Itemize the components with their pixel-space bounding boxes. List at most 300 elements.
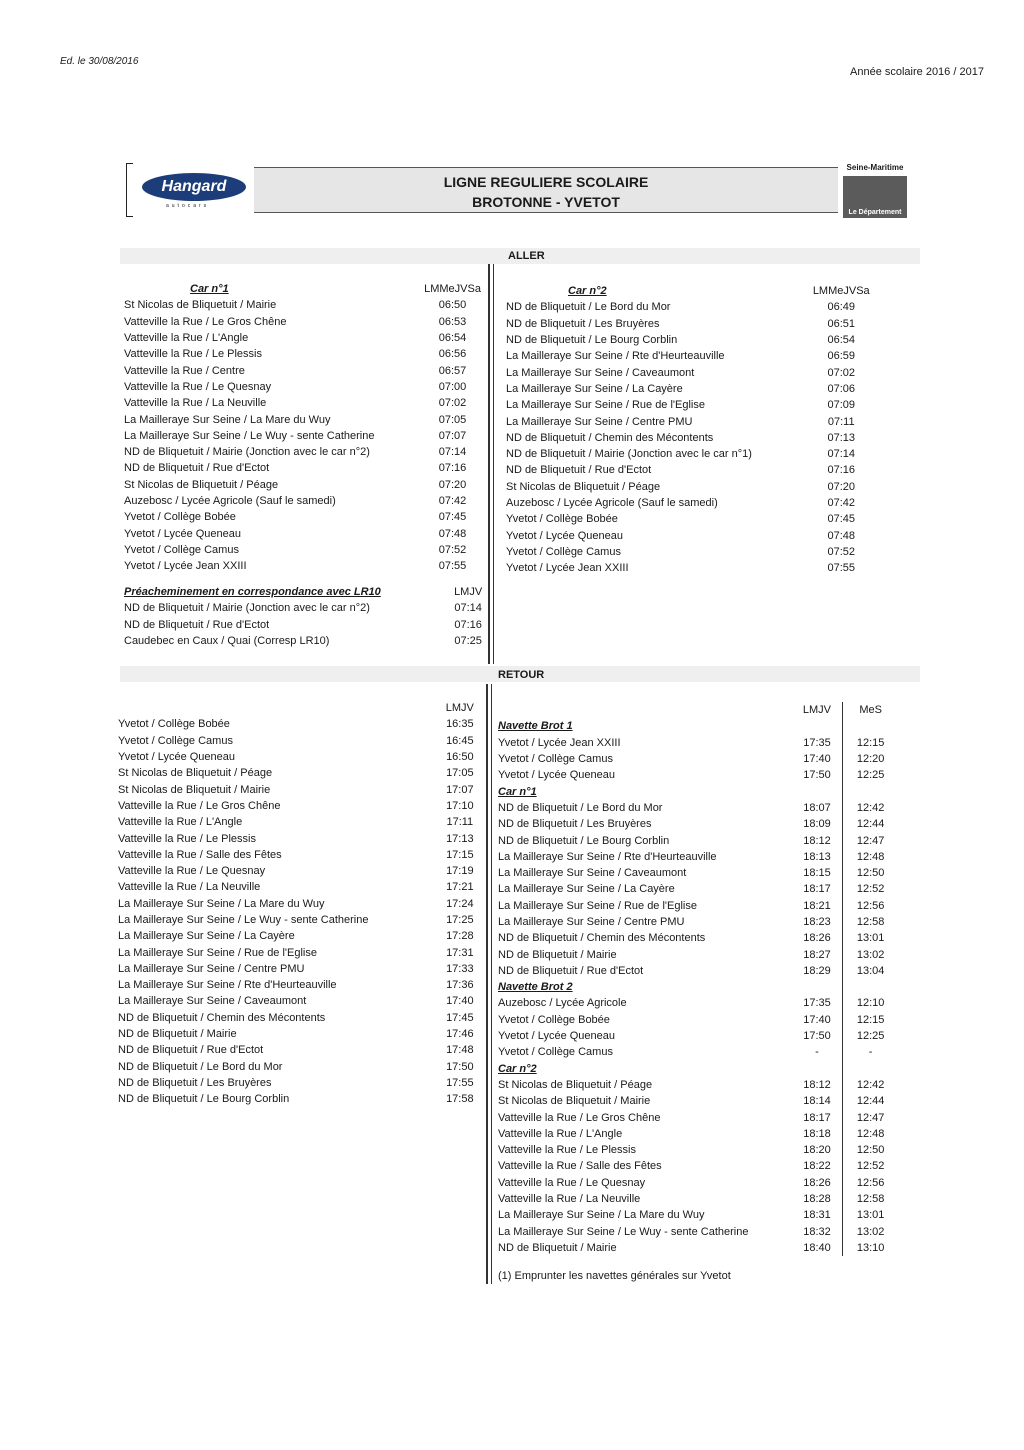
stop-time: 07:07 bbox=[438, 429, 467, 442]
stop-name: Vatteville la Rue / L'Angle bbox=[118, 816, 243, 829]
department-name: Seine-Maritime bbox=[846, 163, 904, 172]
stop-name: Yvetot / Collège Bobée bbox=[124, 511, 236, 524]
table-row bbox=[506, 462, 876, 478]
aller-car1-days: LMMeJVSa bbox=[424, 283, 481, 296]
stop-name: St Nicolas de Bliquetuit / Péage bbox=[124, 478, 279, 491]
table-row bbox=[118, 716, 478, 732]
stop-time: 18:12 bbox=[803, 834, 831, 847]
stop-time: 17:25 bbox=[446, 914, 474, 926]
section-title: Navette Brot 1 bbox=[498, 720, 573, 733]
stop-name: ND de Bliquetuit / Le Bord du Mor bbox=[506, 301, 671, 314]
table-row bbox=[498, 1044, 898, 1060]
stop-time: 16:45 bbox=[446, 734, 474, 747]
stop-name: La Mailleraye Sur Seine / Centre PMU bbox=[506, 415, 693, 428]
stop-name: ND de Bliquetuit / Mairie bbox=[118, 1028, 237, 1041]
stop-time: 12:15 bbox=[843, 735, 898, 751]
stop-time: 17:35 bbox=[803, 997, 831, 1010]
stop-name: La Mailleraye Sur Seine / La Mare du Wuy bbox=[124, 413, 331, 426]
aller-car1-table bbox=[124, 281, 486, 574]
stop-name: Yvetot / Collège Camus bbox=[498, 1046, 613, 1059]
aller-pre-table bbox=[124, 584, 486, 649]
stop-name: La Mailleraye Sur Seine / Rte d'Heurteauville bbox=[506, 350, 725, 363]
stop-name: St Nicolas de Bliquetuit / Péage bbox=[506, 480, 661, 493]
stop-time: 12:50 bbox=[843, 865, 898, 881]
stop-time: 18:18 bbox=[803, 1127, 831, 1140]
stop-time: 18:28 bbox=[803, 1193, 831, 1206]
table-row bbox=[118, 1075, 478, 1091]
stop-time: 07:48 bbox=[827, 529, 856, 542]
table-row bbox=[506, 397, 876, 413]
stop-name: Caudebec en Caux / Quai (Corresp LR10) bbox=[124, 635, 330, 648]
stop-time: 17:58 bbox=[446, 1093, 474, 1106]
retour-right-col1: LMJV bbox=[802, 704, 832, 717]
stop-name: Vatteville la Rue / L'Angle bbox=[124, 332, 249, 345]
stop-time: 12:42 bbox=[843, 800, 898, 816]
stop-name: La Mailleraye Sur Seine / Rue de l'Eglise bbox=[498, 899, 697, 912]
aller-separator-2 bbox=[493, 264, 494, 664]
table-row bbox=[118, 879, 478, 895]
stop-time: 07:13 bbox=[827, 431, 856, 444]
stop-name: Vatteville la Rue / Le Plessis bbox=[498, 1144, 636, 1157]
stop-time: 12:47 bbox=[843, 832, 898, 848]
table-row bbox=[506, 560, 876, 576]
stop-name: Yvetot / Lycée Jean XXIII bbox=[124, 560, 247, 573]
table-row bbox=[118, 993, 478, 1009]
stop-time: 18:15 bbox=[803, 867, 831, 880]
stop-time: 12:44 bbox=[843, 1093, 898, 1109]
stop-time: 17:10 bbox=[446, 799, 474, 812]
stop-name: Yvetot / Lycée Queneau bbox=[506, 529, 624, 542]
table-row bbox=[506, 348, 876, 364]
table-row bbox=[498, 735, 898, 751]
stop-time: 17:11 bbox=[446, 816, 474, 829]
table-row bbox=[498, 914, 898, 930]
stop-time: 07:52 bbox=[827, 545, 856, 558]
stop-time: 07:20 bbox=[438, 478, 467, 491]
stop-time: 18:09 bbox=[803, 818, 831, 831]
stop-time: 07:14 bbox=[438, 446, 467, 459]
stop-name: ND de Bliquetuit / Mairie bbox=[498, 1241, 617, 1254]
table-row bbox=[506, 364, 876, 380]
table-row bbox=[118, 977, 478, 993]
stop-time: 18:20 bbox=[803, 1144, 831, 1157]
section-header bbox=[498, 1061, 898, 1077]
table-row bbox=[498, 1126, 898, 1142]
stop-time: 18:22 bbox=[803, 1160, 831, 1173]
table-row bbox=[124, 362, 486, 378]
table-row bbox=[506, 332, 876, 348]
table-row bbox=[498, 1191, 898, 1207]
stop-name: Yvetot / Lycée Queneau bbox=[498, 1030, 616, 1043]
stop-time: 13:02 bbox=[843, 946, 898, 962]
table-row bbox=[506, 527, 876, 543]
stop-name: Vatteville la Rue / Le Quesnay bbox=[118, 865, 266, 878]
table-row bbox=[124, 297, 486, 313]
stop-name: Vatteville la Rue / Le Quesnay bbox=[124, 380, 272, 393]
stop-time: 13:04 bbox=[843, 963, 898, 979]
stop-name: La Mailleraye Sur Seine / La Cayère bbox=[118, 930, 295, 943]
stop-time: 06:54 bbox=[827, 334, 856, 347]
table-row bbox=[506, 299, 876, 315]
stop-time: 07:11 bbox=[827, 415, 855, 428]
stop-time: 18:14 bbox=[803, 1095, 831, 1108]
table-row bbox=[498, 1207, 898, 1223]
stop-time: 12:20 bbox=[843, 751, 898, 767]
stop-time: 17:24 bbox=[446, 897, 474, 910]
stop-name: ND de Bliquetuit / Le Bourg Corblin bbox=[118, 1093, 290, 1106]
stop-time: 12:58 bbox=[843, 1191, 898, 1207]
stop-time: 06:51 bbox=[827, 317, 856, 330]
table-row bbox=[118, 1026, 478, 1042]
stop-time: 12:56 bbox=[843, 1175, 898, 1191]
stop-time: 18:17 bbox=[803, 1111, 831, 1124]
retour-label: RETOUR bbox=[498, 669, 545, 681]
stop-time: 07:02 bbox=[438, 397, 467, 410]
table-row bbox=[124, 493, 486, 509]
stop-name: ND de Bliquetuit / Le Bord du Mor bbox=[118, 1060, 283, 1073]
stop-time: 07:06 bbox=[827, 382, 856, 395]
school-year: Année scolaire 2016 / 2017 bbox=[850, 66, 984, 78]
table-row bbox=[498, 1175, 898, 1191]
table-row bbox=[498, 1012, 898, 1028]
stop-name: La Mailleraye Sur Seine / La Mare du Wuy bbox=[498, 1209, 705, 1222]
stop-name: ND de Bliquetuit / Rue d'Ectot bbox=[118, 1044, 264, 1057]
table-row bbox=[118, 798, 478, 814]
stop-time: 06:59 bbox=[827, 350, 856, 363]
table-row bbox=[118, 912, 478, 928]
table-row bbox=[124, 379, 486, 395]
stop-time: 18:13 bbox=[803, 850, 831, 863]
stop-time: 16:35 bbox=[446, 718, 474, 731]
table-row bbox=[118, 781, 478, 797]
title-box bbox=[254, 167, 838, 213]
table-row bbox=[124, 411, 486, 427]
table-row bbox=[506, 381, 876, 397]
table-row bbox=[118, 830, 478, 846]
stop-time: 12:47 bbox=[843, 1109, 898, 1125]
stop-time: 07:48 bbox=[438, 527, 467, 540]
table-row bbox=[118, 733, 478, 749]
stop-time: 18:17 bbox=[803, 883, 831, 896]
table-row bbox=[498, 963, 898, 979]
stop-name: ND de Bliquetuit / Les Bruyères bbox=[506, 317, 660, 330]
stop-name: Yvetot / Lycée Jean XXIII bbox=[498, 736, 621, 749]
department-logo bbox=[840, 163, 910, 243]
table-row bbox=[498, 832, 898, 848]
hangard-logo: Hangard bbox=[142, 173, 246, 201]
bracket-left bbox=[126, 163, 133, 217]
stop-time: 18:23 bbox=[803, 916, 831, 928]
stop-name: St Nicolas de Bliquetuit / Péage bbox=[498, 1078, 653, 1091]
table-row bbox=[118, 944, 478, 960]
table-row bbox=[124, 633, 486, 649]
stop-time: 18:32 bbox=[803, 1225, 831, 1238]
stop-name: Vatteville la Rue / Le Plessis bbox=[118, 832, 256, 845]
table-row bbox=[124, 428, 486, 444]
stop-name: ND de Bliquetuit / Rue d'Ectot bbox=[506, 464, 652, 477]
stop-name: Vatteville la Rue / Salle des Fêtes bbox=[498, 1160, 662, 1173]
stop-name: La Mailleraye Sur Seine / La Cayère bbox=[506, 382, 683, 395]
aller-car2-title: Car n°2 bbox=[568, 285, 607, 298]
section-title: Car n°1 bbox=[498, 785, 537, 798]
retour-separator-2 bbox=[491, 684, 492, 1284]
stop-name: ND de Bliquetuit / Le Bord du Mor bbox=[498, 801, 663, 814]
retour-separator bbox=[486, 684, 488, 1284]
table-row bbox=[118, 847, 478, 863]
stop-time: 18:12 bbox=[803, 1078, 831, 1091]
table-row bbox=[118, 928, 478, 944]
stop-time: 17:50 bbox=[446, 1060, 474, 1073]
table-row bbox=[124, 330, 486, 346]
stop-time: 12:25 bbox=[843, 767, 898, 783]
stop-time: 17:13 bbox=[446, 832, 474, 845]
stop-time: 17:21 bbox=[446, 881, 474, 894]
stop-name: La Mailleraye Sur Seine / Caveaumont bbox=[118, 995, 307, 1008]
retour-left-table bbox=[118, 700, 478, 1107]
stop-name: Vatteville la Rue / La Neuville bbox=[124, 397, 267, 410]
table-row bbox=[124, 617, 486, 633]
stop-time: 17:33 bbox=[446, 962, 474, 975]
table-row bbox=[124, 542, 486, 558]
table-row bbox=[498, 1077, 898, 1093]
table-row bbox=[124, 460, 486, 476]
stop-name: ND de Bliquetuit / Rue d'Ectot bbox=[498, 964, 644, 977]
stop-time: 13:01 bbox=[843, 930, 898, 946]
aller-car2-days: LMMeJVSa bbox=[812, 285, 870, 298]
stop-time: 17:35 bbox=[803, 736, 831, 749]
stop-time: - bbox=[815, 1046, 819, 1059]
stop-time: 17:45 bbox=[446, 1011, 474, 1024]
stop-name: Yvetot / Lycée Queneau bbox=[498, 769, 616, 782]
stop-name: Vatteville la Rue / Le Quesnay bbox=[498, 1176, 646, 1189]
table-row bbox=[498, 865, 898, 881]
table-row bbox=[118, 863, 478, 879]
aller-separator bbox=[488, 264, 490, 664]
table-row bbox=[498, 995, 898, 1011]
stop-time: 17:40 bbox=[803, 1013, 831, 1026]
stop-name: La Mailleraye Sur Seine / Caveaumont bbox=[498, 867, 687, 880]
stop-time: 13:02 bbox=[843, 1224, 898, 1240]
table-row bbox=[124, 346, 486, 362]
stop-name: Vatteville la Rue / L'Angle bbox=[498, 1127, 623, 1140]
title-line1: LIGNE REGULIERE SCOLAIRE bbox=[443, 174, 649, 190]
stop-name: ND de Bliquetuit / Chemin des Mécontents bbox=[118, 1011, 326, 1024]
stop-name: Vatteville la Rue / Salle des Fêtes bbox=[118, 848, 282, 861]
stop-time: 12:58 bbox=[843, 914, 898, 930]
stop-name: Vatteville la Rue / La Neuville bbox=[118, 881, 261, 894]
stop-time: 07:52 bbox=[438, 543, 467, 556]
table-row bbox=[118, 765, 478, 781]
stop-time: 07:09 bbox=[827, 399, 856, 412]
table-row bbox=[498, 1142, 898, 1158]
stop-time: 18:26 bbox=[803, 932, 831, 945]
stop-name: La Mailleraye Sur Seine / Rte d'Heurteauville bbox=[118, 979, 337, 992]
stop-name: Vatteville la Rue / Le Gros Chêne bbox=[498, 1111, 661, 1124]
retour-right-col2: MeS bbox=[843, 702, 898, 718]
stop-time: 12:44 bbox=[843, 816, 898, 832]
stop-time: 12:52 bbox=[843, 881, 898, 897]
stop-time: 06:53 bbox=[438, 315, 467, 328]
table-row bbox=[498, 898, 898, 914]
stop-name: ND de Bliquetuit / Mairie bbox=[498, 948, 617, 961]
stop-name: La Mailleraye Sur Seine / Rue de l'Eglise bbox=[118, 946, 317, 959]
stop-time: 07:45 bbox=[827, 513, 856, 526]
table-row bbox=[506, 511, 876, 527]
stop-name: Yvetot / Collège Camus bbox=[498, 753, 613, 766]
stop-time: 07:55 bbox=[827, 562, 856, 575]
stop-name: La Mailleraye Sur Seine / Rte d'Heurteauville bbox=[498, 850, 717, 863]
stop-name: Yvetot / Lycée Queneau bbox=[124, 527, 242, 540]
stop-time: 12:56 bbox=[843, 898, 898, 914]
table-row bbox=[506, 479, 876, 495]
stop-time: 06:49 bbox=[827, 301, 856, 314]
stop-time: 07:16 bbox=[438, 462, 467, 475]
table-row bbox=[124, 558, 486, 574]
table-row bbox=[124, 395, 486, 411]
stop-time: 12:42 bbox=[843, 1077, 898, 1093]
table-row bbox=[506, 316, 876, 332]
table-row bbox=[118, 896, 478, 912]
stop-name: Yvetot / Collège Bobée bbox=[498, 1013, 610, 1026]
table-row bbox=[118, 1059, 478, 1075]
stop-time: 18:40 bbox=[803, 1241, 831, 1254]
table-row bbox=[498, 1240, 898, 1256]
table-row bbox=[498, 816, 898, 832]
stop-name: Vatteville la Rue / La Neuville bbox=[498, 1193, 641, 1206]
stop-time: 12:10 bbox=[843, 995, 898, 1011]
retour-right-table bbox=[498, 702, 898, 1256]
stop-time: 12:25 bbox=[843, 1028, 898, 1044]
stop-time: 17:05 bbox=[446, 767, 474, 780]
table-row bbox=[498, 1109, 898, 1125]
table-row bbox=[124, 509, 486, 525]
logo-subtitle: autocars bbox=[166, 203, 210, 209]
aller-car1-title: Car n°1 bbox=[190, 283, 229, 296]
footnote: (1) Emprunter les navettes générales sur Yvetot bbox=[498, 1270, 731, 1282]
table-row bbox=[124, 525, 486, 541]
stop-time: 17:40 bbox=[446, 995, 474, 1008]
table-row bbox=[498, 1224, 898, 1240]
stop-name: La Mailleraye Sur Seine / Centre PMU bbox=[118, 962, 305, 975]
stop-time: 18:29 bbox=[803, 964, 831, 977]
stop-time: 07:55 bbox=[438, 560, 467, 573]
stop-name: La Mailleraye Sur Seine / Caveaumont bbox=[506, 366, 695, 379]
stop-time: - bbox=[843, 1044, 898, 1060]
table-row bbox=[498, 1093, 898, 1109]
table-row bbox=[498, 767, 898, 783]
stop-time: 07:20 bbox=[827, 480, 856, 493]
stop-time: 17:50 bbox=[803, 769, 831, 782]
table-row bbox=[498, 849, 898, 865]
stop-time: 07:05 bbox=[438, 413, 467, 426]
stop-time: 18:21 bbox=[803, 899, 831, 912]
department-emblem-icon bbox=[843, 176, 907, 218]
stop-time: 18:27 bbox=[803, 948, 831, 961]
stop-time: 06:57 bbox=[438, 364, 467, 377]
section-header bbox=[498, 783, 898, 799]
table-row bbox=[124, 444, 486, 460]
stop-name: Vatteville la Rue / Le Gros Chêne bbox=[118, 799, 281, 812]
stop-time: 17:28 bbox=[446, 930, 474, 943]
stop-time: 13:01 bbox=[843, 1207, 898, 1223]
stop-time: 17:15 bbox=[446, 848, 474, 861]
stop-name: ND de Bliquetuit / Le Bourg Corblin bbox=[498, 834, 670, 847]
stop-time: 18:31 bbox=[803, 1209, 831, 1222]
stop-time: 18:07 bbox=[803, 801, 831, 814]
stop-name: ND de Bliquetuit / Le Bourg Corblin bbox=[506, 334, 678, 347]
table-row bbox=[118, 814, 478, 830]
aller-car2-table bbox=[506, 283, 876, 576]
table-row bbox=[506, 544, 876, 560]
stop-name: La Mailleraye Sur Seine / La Cayère bbox=[498, 883, 675, 896]
stop-name: Vatteville la Rue / Le Gros Chêne bbox=[124, 315, 287, 328]
stop-name: Auzebosc / Lycée Agricole (Sauf le samedi) bbox=[124, 495, 336, 507]
table-row bbox=[124, 600, 486, 616]
stop-name: St Nicolas de Bliquetuit / Mairie bbox=[498, 1095, 651, 1108]
stop-time: 16:50 bbox=[446, 751, 474, 764]
table-row bbox=[124, 477, 486, 493]
department-label: Le Département bbox=[848, 209, 902, 216]
stop-time: 07:14 bbox=[454, 602, 482, 615]
table-row bbox=[506, 446, 876, 462]
stop-name: ND de Bliquetuit / Rue d'Ectot bbox=[124, 462, 270, 475]
stop-time: 07:16 bbox=[827, 464, 856, 477]
stop-time: 12:52 bbox=[843, 1158, 898, 1174]
table-row bbox=[506, 430, 876, 446]
stop-time: 17:55 bbox=[446, 1076, 474, 1089]
table-row bbox=[506, 495, 876, 511]
table-row bbox=[118, 1091, 478, 1107]
stop-name: Yvetot / Collège Camus bbox=[124, 543, 239, 556]
table-row bbox=[498, 751, 898, 767]
stop-time: 06:56 bbox=[438, 348, 467, 361]
stop-time: 13:10 bbox=[843, 1240, 898, 1256]
stop-time: 17:40 bbox=[803, 753, 831, 766]
title-line2: BROTONNE - YVETOT bbox=[472, 194, 620, 210]
aller-pre-title: Préacheminement en correspondance avec LR10 bbox=[124, 586, 381, 599]
stop-time: 06:50 bbox=[438, 299, 467, 312]
header bbox=[126, 163, 916, 217]
stop-name: Yvetot / Collège Camus bbox=[506, 545, 621, 558]
edition-date: Ed. le 30/08/2016 bbox=[60, 56, 139, 67]
table-row bbox=[118, 961, 478, 977]
table-row bbox=[498, 946, 898, 962]
table-row bbox=[498, 1028, 898, 1044]
stop-time: 17:31 bbox=[446, 946, 474, 959]
stop-name: St Nicolas de Bliquetuit / Mairie bbox=[124, 299, 277, 312]
stop-name: ND de Bliquetuit / Les Bruyères bbox=[498, 818, 652, 831]
stop-time: 07:14 bbox=[827, 448, 856, 461]
table-row bbox=[498, 800, 898, 816]
stop-time: 07:16 bbox=[454, 618, 482, 631]
stop-time: 12:15 bbox=[843, 1012, 898, 1028]
stop-name: ND de Bliquetuit / Mairie (Jonction avec le car n°2) bbox=[124, 446, 370, 459]
table-row bbox=[118, 749, 478, 765]
table-row bbox=[498, 930, 898, 946]
stop-name: La Mailleraye Sur Seine / Le Wuy - sente Catherine bbox=[118, 914, 369, 926]
stop-name: La Mailleraye Sur Seine / Le Wuy - sente Catherine bbox=[124, 429, 375, 442]
table-row bbox=[506, 413, 876, 429]
stop-time: 18:26 bbox=[803, 1176, 831, 1189]
stop-name: La Mailleraye Sur Seine / La Mare du Wuy bbox=[118, 897, 325, 910]
stop-name: Vatteville la Rue / Centre bbox=[124, 364, 245, 377]
stop-time: 07:02 bbox=[827, 366, 856, 379]
stop-name: St Nicolas de Bliquetuit / Mairie bbox=[118, 783, 271, 796]
section-header bbox=[498, 718, 898, 734]
stop-time: 12:50 bbox=[843, 1142, 898, 1158]
stop-time: 07:42 bbox=[827, 497, 856, 509]
section-title: Car n°2 bbox=[498, 1062, 537, 1075]
